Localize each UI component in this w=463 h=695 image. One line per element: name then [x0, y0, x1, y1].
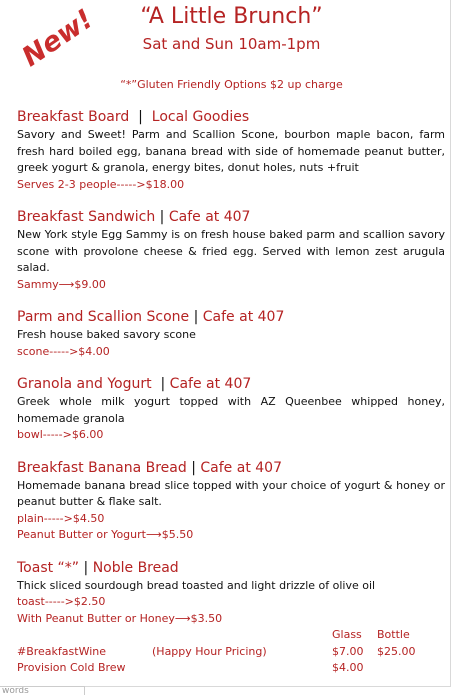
- section-heading: Breakfast Board | Local Goodies: [17, 109, 250, 125]
- section-source: Noble Bread: [92, 559, 179, 576]
- menu-section: [17, 107, 445, 193]
- section-price: plain----->$4.50: [17, 511, 105, 525]
- section-heading: Granola and Yogurt | Cafe at 407: [17, 376, 252, 392]
- drinks-table: [17, 627, 445, 677]
- search-field-fragment[interactable]: words: [0, 686, 85, 695]
- section-source: Cafe at 407: [200, 459, 282, 476]
- section-name: Breakfast Banana Bread: [17, 459, 187, 476]
- section-source: Cafe at 407: [168, 209, 251, 225]
- glass-column-header: Glass: [332, 628, 362, 641]
- section-description: Thick sliced sourdough bread toasted and light drizzle of olive oil: [17, 578, 376, 592]
- section-heading: Parm and Scallion Scone | Cafe at 407: [17, 309, 285, 325]
- section-price: Serves 2-3 people----->$18.00: [17, 177, 185, 191]
- gluten-note: “*”Gluten Friendly Options $2 up charge: [120, 78, 343, 91]
- drink-note: (Happy Hour Pricing): [152, 644, 267, 658]
- menu-section: [17, 307, 445, 360]
- menu-section: [17, 207, 445, 293]
- section-name: Parm and Scallion Scone: [17, 309, 190, 325]
- new-stamp: New!: [16, 3, 99, 73]
- section-description: New York style Egg Sammy is on fresh house baked parm and scallion savory scone with provolone cheese & fried egg. Served with lemon zest arugula salad.: [17, 228, 445, 274]
- menu-title: “A Little Brunch”: [140, 4, 323, 29]
- section-price: scone----->$4.00: [17, 344, 110, 358]
- section-price: toast----->$2.50: [17, 595, 106, 608]
- menu-section: [17, 458, 445, 544]
- section-heading: Breakfast Banana Bread | Cafe at 407: [17, 459, 282, 476]
- bottle-column-header: Bottle: [377, 628, 410, 641]
- section-description: Savory and Sweet! Parm and Scallion Scone, bourbon maple bacon, farm fresh hard boiled egg, banana bread with side of homemade peanut butter, greek yogurt & granola, energy bites, donut holes, nuts +fruit: [17, 128, 445, 174]
- section-source: Local Goodies: [151, 109, 250, 125]
- drink-row: [17, 660, 445, 677]
- section-price: Peanut Butter or Yogurt⟶$5.50: [17, 528, 194, 541]
- section-name: Granola and Yogurt: [17, 376, 152, 392]
- section-source: Cafe at 407: [202, 309, 285, 325]
- section-name: Toast “*”: [17, 559, 80, 576]
- drink-glass-price: $4.00: [332, 661, 364, 674]
- drinks-header-row: [17, 627, 445, 644]
- drink-row: [17, 644, 445, 661]
- section-price: bowl----->$6.00: [17, 428, 104, 441]
- section-price: Sammy⟶$9.00: [17, 277, 106, 291]
- section-source: Cafe at 407: [169, 376, 252, 392]
- drink-name: #BreakfastWine: [17, 644, 107, 658]
- section-description: Homemade banana bread slice topped with your choice of yogurt & honey or peanut butter & flake salt.: [17, 478, 445, 508]
- section-price: With Peanut Butter or Honey⟶$3.50: [17, 611, 223, 625]
- section-name: Breakfast Sandwich: [17, 209, 156, 225]
- section-heading: Toast “*” | Noble Bread: [17, 559, 179, 576]
- section-description: Greek whole milk yogurt topped with AZ Queenbee whipped honey, homemade granola: [17, 395, 445, 425]
- drink-name: Provision Cold Brew: [17, 661, 126, 674]
- menu-section: [17, 558, 445, 628]
- menu-sections: [17, 107, 445, 641]
- menu-hours: Sat and Sun 10am-1pm: [142, 35, 321, 53]
- section-description: Fresh house baked savory scone: [17, 328, 196, 341]
- section-name: Breakfast Board: [17, 109, 130, 125]
- drink-glass-price: $7.00: [332, 644, 364, 658]
- menu-section: [17, 374, 445, 444]
- section-heading: Breakfast Sandwich | Cafe at 407: [17, 209, 251, 225]
- drink-bottle-price: $25.00: [377, 644, 416, 658]
